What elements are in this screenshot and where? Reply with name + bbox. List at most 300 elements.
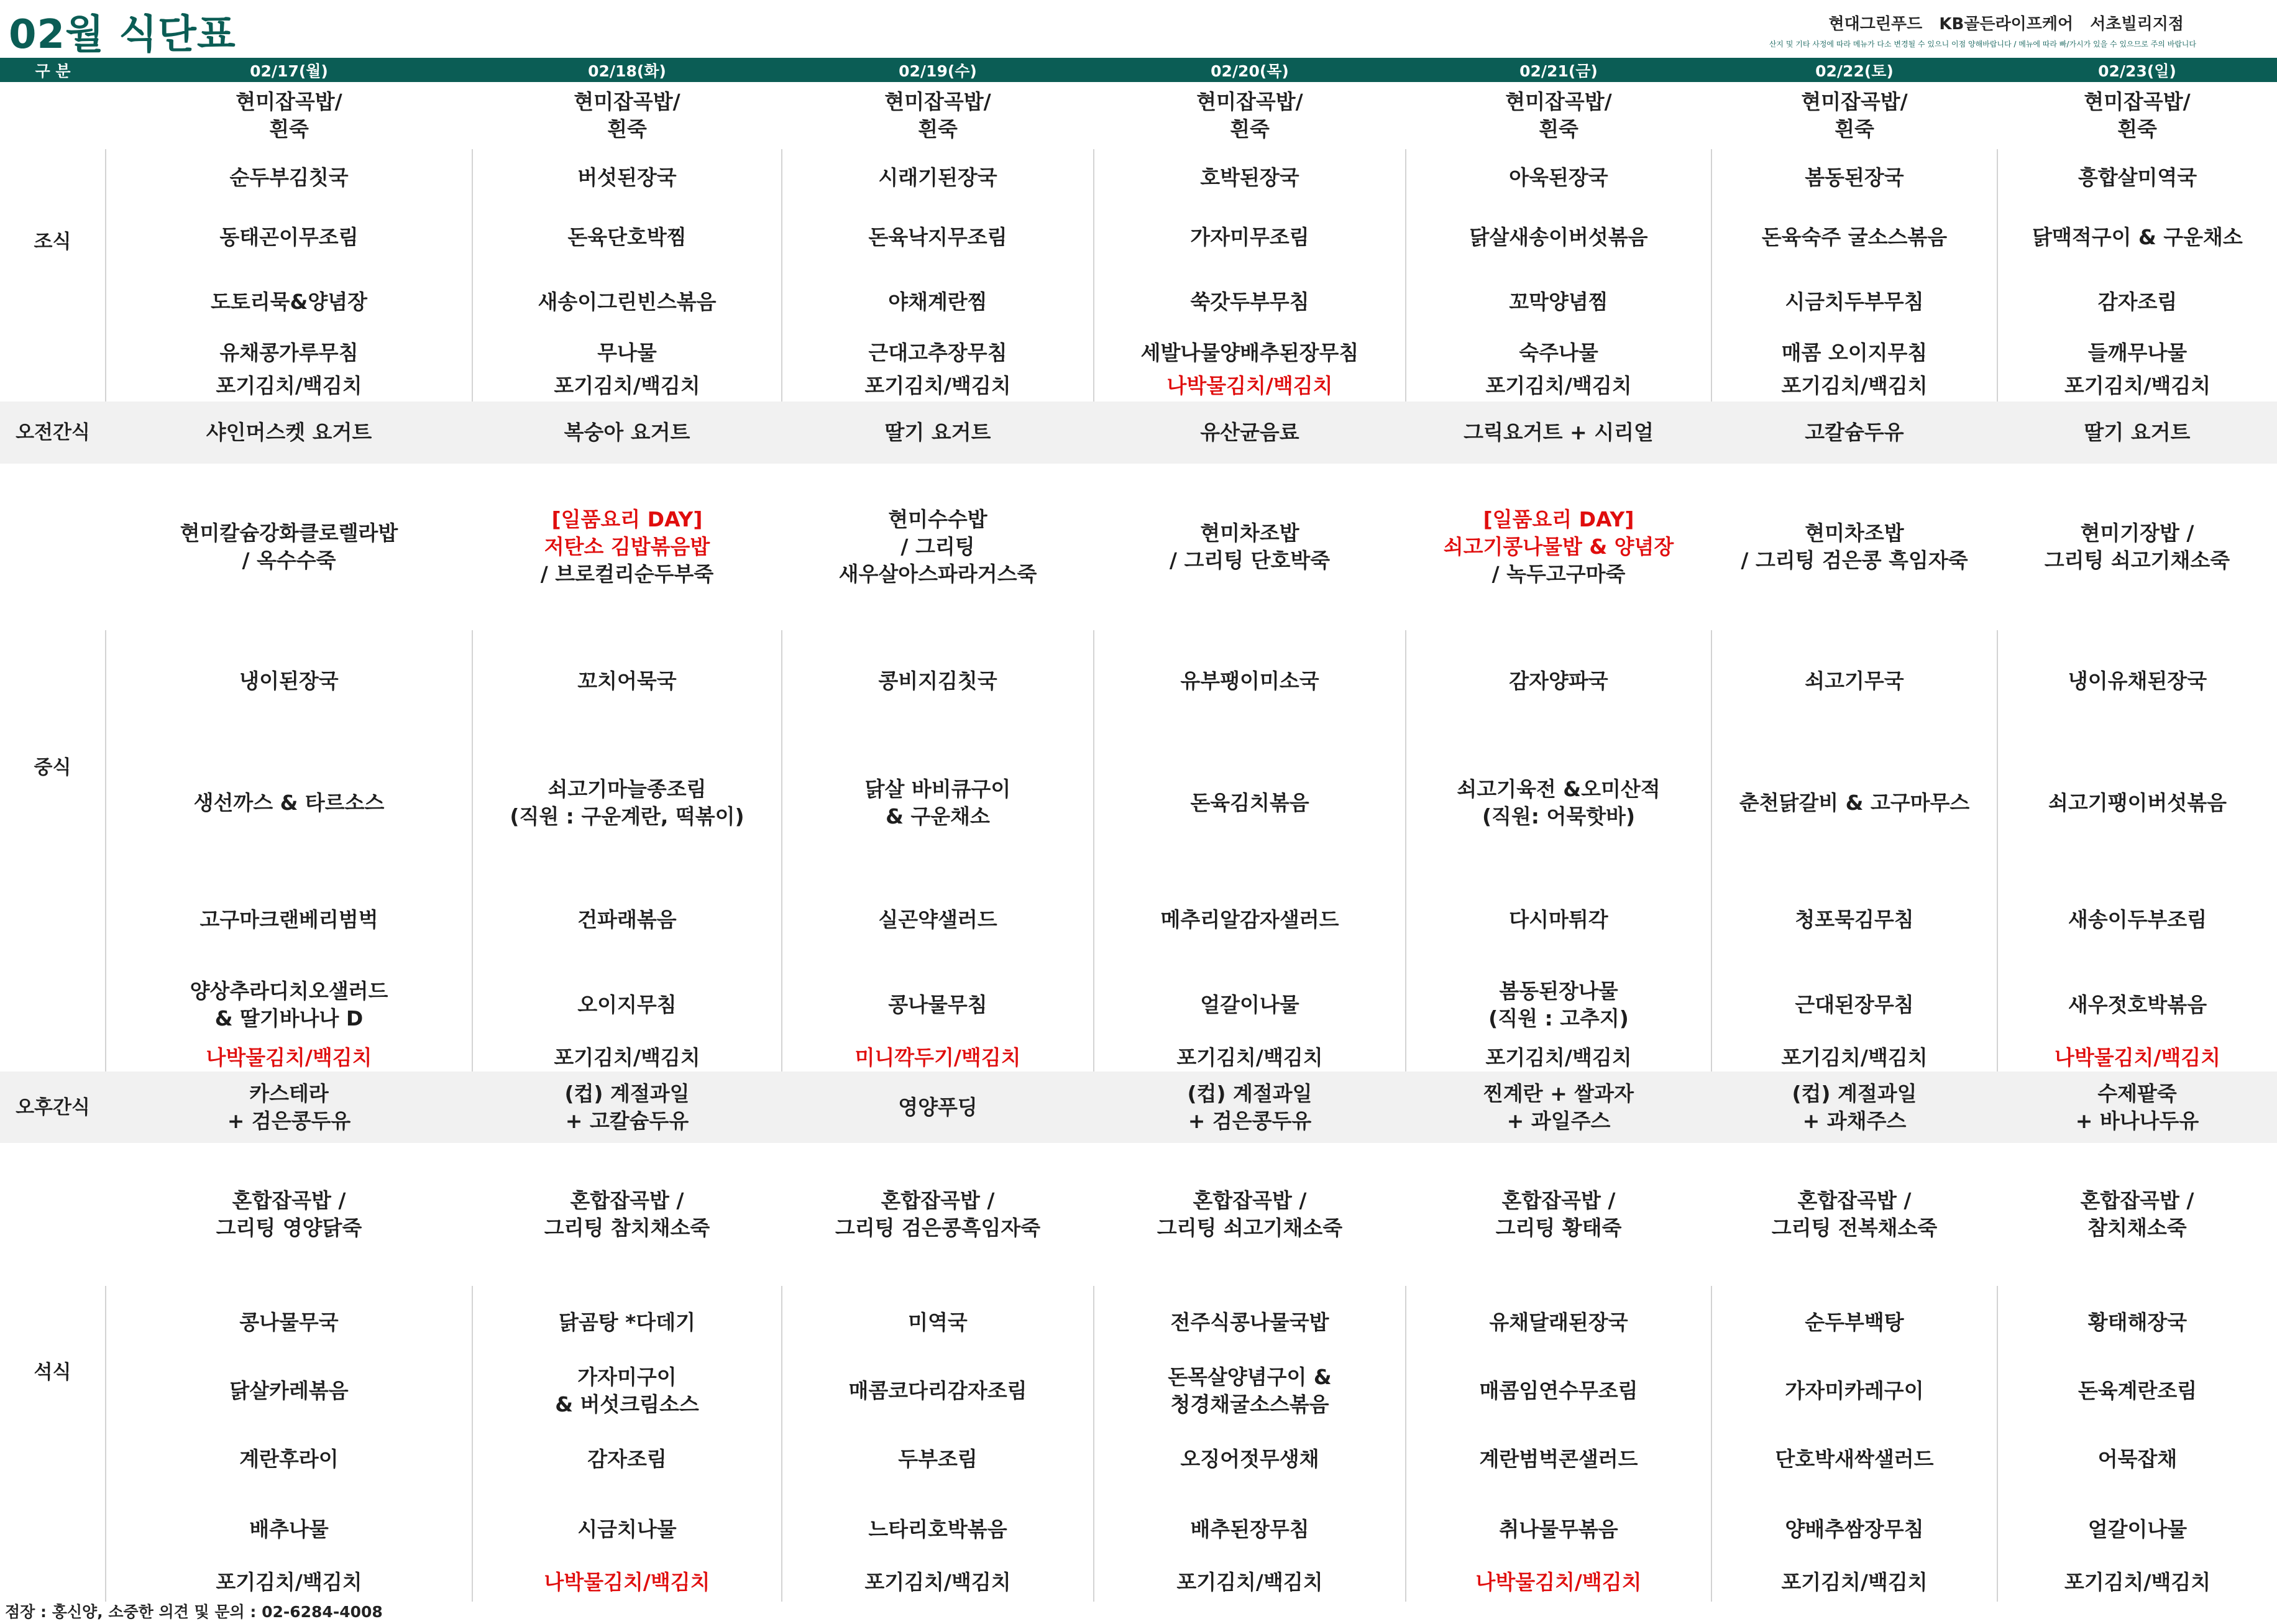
menu-item: 현미잡곡밥/	[236, 89, 342, 114]
dinner-row	[0, 1143, 2277, 1286]
menu-item: 쇠고기마늘종조림	[547, 777, 707, 801]
menu-cell	[1094, 1496, 1406, 1563]
menu-item: 쇠고기콩나물밥 & 양념장	[1443, 534, 1674, 559]
menu-item: 혼합잡곡밥 /	[1193, 1188, 1307, 1213]
meal-category-label: 중식	[34, 756, 71, 779]
menu-item: 돈육숙주 굴소스볶음	[1761, 225, 1948, 249]
day-header: 02/20(목)	[1094, 58, 1406, 82]
menu-item: 도토리묵&양념장	[211, 290, 367, 314]
menu-cell	[1406, 206, 1711, 268]
menu-cell	[1094, 149, 1406, 206]
menu-table	[0, 58, 2277, 1594]
menu-item: 무나물	[597, 341, 657, 365]
lunch-row	[0, 732, 2277, 874]
menu-cell	[1094, 1044, 1406, 1071]
menu-item: 감자조림	[587, 1447, 667, 1471]
menu-cell	[1997, 1143, 2277, 1286]
menu-cell	[472, 1071, 782, 1143]
menu-cell	[1997, 149, 2277, 206]
menu-cell	[106, 630, 472, 732]
menu-item: & 딸기바나나 D	[214, 1006, 364, 1030]
menu-cell	[1094, 1071, 1406, 1143]
contact-footer: 점장 : 홍신양, 소중한 의견 및 문의 : 02-6284-4008	[5, 1603, 383, 1621]
menu-cell	[782, 1071, 1094, 1143]
menu-item: 근대된장무침	[1795, 993, 1914, 1017]
menu-cell	[472, 874, 782, 966]
menu-cell	[1711, 1359, 1997, 1423]
menu-item: / 녹두고구마죽	[1491, 562, 1626, 586]
breakfast-row	[0, 82, 2277, 149]
menu-cell	[472, 1286, 782, 1359]
menu-cell	[782, 401, 1094, 464]
menu-item: 포기김치/백김치	[1485, 374, 1632, 398]
menu-cell	[1094, 1143, 1406, 1286]
menu-item: 호박된장국	[1200, 165, 1299, 190]
breakfast-row	[0, 268, 2277, 336]
menu-cell	[106, 1286, 472, 1359]
menu-cell	[782, 1563, 1094, 1602]
menu-body	[0, 82, 2277, 1602]
menu-cell	[106, 401, 472, 464]
menu-cell	[472, 149, 782, 206]
menu-item: 영양푸딩	[898, 1094, 978, 1119]
menu-cell	[782, 149, 1094, 206]
menu-item: 근대고추장무침	[868, 341, 1007, 365]
menu-item: 단호박새싹샐러드	[1775, 1447, 1934, 1471]
menu-item: 배추나물	[249, 1517, 329, 1541]
menu-item: 그리팅 전복채소죽	[1771, 1216, 1938, 1240]
menu-item: 가자미무조림	[1190, 225, 1309, 249]
menu-item: 복숭아 요거트	[564, 420, 690, 444]
menu-cell	[472, 630, 782, 732]
breakfast-row	[0, 370, 2277, 401]
menu-item: 시금치나물	[577, 1517, 677, 1541]
menu-item: 배추된장무침	[1190, 1517, 1309, 1541]
menu-item: 유산균음료	[1200, 420, 1299, 444]
menu-cell	[1406, 82, 1711, 149]
menu-cell	[782, 630, 1094, 732]
menu-item: 꼬치어묵국	[577, 669, 677, 693]
lunch-row	[0, 1044, 2277, 1071]
afternoon-snack-row	[0, 1071, 2277, 1143]
menu-cell	[106, 82, 472, 149]
menu-item: 돈목살양념구이 &	[1168, 1365, 1332, 1389]
menu-cell	[1406, 149, 1711, 206]
menu-item: / 옥수수죽	[242, 548, 336, 572]
dinner-row	[0, 1563, 2277, 1602]
menu-item: 고구마크랜베리범벅	[199, 907, 378, 932]
menu-item: 계란후라이	[239, 1447, 339, 1471]
menu-cell	[1997, 1496, 2277, 1563]
menu-cell	[1406, 336, 1711, 370]
menu-cell	[1711, 401, 1997, 464]
menu-item: 두부조림	[898, 1447, 978, 1471]
breakfast-row	[0, 206, 2277, 268]
menu-cell	[1711, 1496, 1997, 1563]
menu-item: (직원: 어묵핫바)	[1482, 804, 1636, 828]
menu-item: 콩나물무국	[239, 1310, 339, 1334]
menu-item: 황태해장국	[2087, 1310, 2188, 1334]
menu-item: 오징어젓무생채	[1180, 1447, 1319, 1471]
menu-item: 포기김치/백김치	[2064, 1570, 2211, 1594]
day-header: 02/18(화)	[472, 58, 782, 82]
menu-cell	[472, 1496, 782, 1563]
menu-item: 나박물김치/백김치	[2054, 1045, 2221, 1070]
menu-item: 쇠고기무국	[1805, 669, 1904, 693]
menu-item: 흰죽	[1835, 117, 1874, 141]
page-title: 02월 식단표	[9, 12, 236, 58]
menu-item: 혼합잡곡밥 /	[881, 1188, 995, 1213]
menu-item: 봄동된장나물	[1499, 979, 1618, 1003]
menu-item: 현미차조밥	[1805, 521, 1904, 545]
menu-cell	[1094, 966, 1406, 1044]
menu-cell	[1406, 874, 1711, 966]
menu-cell	[106, 268, 472, 336]
menu-item: 혼합잡곡밥 /	[1501, 1188, 1616, 1213]
menu-cell	[782, 874, 1094, 966]
menu-cell	[1997, 1286, 2277, 1359]
menu-cell	[1406, 401, 1711, 464]
menu-cell	[106, 732, 472, 874]
day-header: 02/17(월)	[106, 58, 472, 82]
dinner-row	[0, 1286, 2277, 1359]
menu-cell	[1997, 630, 2277, 732]
menu-cell	[782, 206, 1094, 268]
menu-cell	[1094, 732, 1406, 874]
menu-item: 흰죽	[269, 117, 309, 141]
menu-item: 건파래볶음	[577, 907, 677, 932]
menu-cell	[1094, 206, 1406, 268]
menu-item: 새송이그린빈스볶음	[538, 290, 717, 314]
menu-item: (컵) 계절과일	[564, 1081, 690, 1106]
menu-cell	[782, 1423, 1094, 1496]
menu-cell	[782, 336, 1094, 370]
menu-item: / 그리팅 단호박죽	[1169, 548, 1331, 572]
menu-cell	[782, 370, 1094, 401]
menu-item: 유부팽이미소국	[1180, 669, 1319, 693]
menu-cell	[106, 336, 472, 370]
menu-cell	[1997, 82, 2277, 149]
menu-cell	[472, 336, 782, 370]
menu-cell	[1406, 732, 1711, 874]
menu-item: 쇠고기팽이버섯볶음	[2048, 791, 2227, 815]
menu-item: & 버섯크림소스	[555, 1392, 699, 1416]
menu-item: 청포묵김무침	[1795, 907, 1914, 932]
menu-item: 현미차조밥	[1200, 521, 1299, 545]
menu-item: 생선까스 & 타르소스	[193, 791, 385, 815]
menu-item: (컵) 계절과일	[1187, 1081, 1313, 1106]
menu-cell	[106, 1423, 472, 1496]
menu-cell	[1997, 1071, 2277, 1143]
menu-item: 꼬막양념찜	[1509, 290, 1608, 314]
menu-cell	[472, 82, 782, 149]
menu-item: 숙주나물	[1519, 341, 1598, 365]
menu-cell	[1094, 82, 1406, 149]
menu-cell	[1711, 1044, 1997, 1071]
menu-cell	[1711, 966, 1997, 1044]
menu-cell	[472, 206, 782, 268]
lunch-row	[0, 966, 2277, 1044]
menu-item: 포기김치/백김치	[554, 374, 700, 398]
menu-cell	[1711, 1563, 1997, 1602]
menu-item: 포기김치/백김치	[1176, 1045, 1323, 1070]
menu-item: 그리팅 쇠고기채소죽	[2044, 548, 2230, 572]
day-header: 02/19(수)	[782, 58, 1094, 82]
menu-item: 포기김치/백김치	[1781, 1045, 1928, 1070]
notice-text: 산지 및 기타 사정에 따라 메뉴가 다소 변경될 수 있으니 이점 양해바랍니다 / 메뉴에 따라 빠/가시가 있을 수 있으므로 주의 바랍니다	[1769, 40, 2196, 48]
menu-item: 그리팅 쇠고기채소죽	[1157, 1216, 1343, 1240]
menu-cell	[106, 464, 472, 630]
menu-item: 새우살아스파라거스죽	[838, 562, 1037, 586]
menu-item: 매콤임연수무조림	[1479, 1379, 1638, 1403]
menu-cell	[1406, 1496, 1711, 1563]
menu-cell	[1997, 1044, 2277, 1071]
menu-item: + 과일주스	[1506, 1108, 1611, 1133]
menu-item: 콩나물무침	[888, 993, 987, 1017]
menu-item: 그릭요거트 + 시리얼	[1464, 420, 1654, 444]
menu-item: 세발나물양배추된장무침	[1140, 341, 1359, 365]
menu-item: 새우젓호박볶음	[2068, 993, 2207, 1017]
menu-cell	[782, 268, 1094, 336]
menu-cell	[106, 1563, 472, 1602]
menu-item: 순두부백탕	[1805, 1310, 1904, 1334]
menu-cell	[782, 966, 1094, 1044]
menu-item: 실곤약샐러드	[878, 907, 997, 932]
menu-item: 현미칼슘강화클로렐라밥	[180, 521, 398, 545]
menu-cell	[1094, 1286, 1406, 1359]
menu-item: 돈육김치볶음	[1190, 791, 1309, 815]
menu-cell	[106, 966, 472, 1044]
menu-item: 닭살카레볶음	[229, 1379, 349, 1403]
menu-item: 춘천닭갈비 & 고구마무스	[1739, 791, 1970, 815]
menu-cell	[472, 966, 782, 1044]
menu-item: 느타리호박볶음	[868, 1517, 1007, 1541]
menu-item: 시래기된장국	[878, 165, 997, 190]
menu-item: 현미잡곡밥/	[1505, 89, 1612, 114]
dinner-row	[0, 1359, 2277, 1423]
menu-cell	[1406, 1071, 1711, 1143]
menu-item: 흰죽	[918, 117, 958, 141]
day-header: 02/22(토)	[1711, 58, 1997, 82]
menu-cell	[1997, 401, 2277, 464]
menu-item: 나박물김치/백김치	[544, 1570, 710, 1594]
menu-item: 포기김치/백김치	[864, 374, 1011, 398]
menu-cell	[106, 1496, 472, 1563]
breakfast-row	[0, 336, 2277, 370]
menu-item: 오이지무침	[577, 993, 677, 1017]
menu-item: 미니깍두기/백김치	[854, 1045, 1021, 1070]
menu-item: [일품요리 DAY]	[1483, 507, 1634, 531]
menu-cell	[1406, 630, 1711, 732]
menu-cell	[782, 82, 1094, 149]
menu-item: 나박물김치/백김치	[1166, 374, 1333, 398]
menu-cell	[1711, 464, 1997, 630]
menu-item: 닭살새송이버섯볶음	[1469, 225, 1648, 249]
menu-cell	[1711, 1071, 1997, 1143]
menu-cell	[1406, 1044, 1711, 1071]
menu-item: 돈육계란조림	[2078, 1379, 2197, 1403]
menu-item: 고칼슘두유	[1805, 420, 1904, 444]
menu-item: 취나물무볶음	[1499, 1517, 1618, 1541]
menu-cell	[472, 1143, 782, 1286]
menu-cell	[1406, 1563, 1711, 1602]
menu-item: 닭곰탕 *다데기	[558, 1310, 695, 1334]
meal-category-label: 오후간식	[0, 1071, 106, 1143]
menu-cell	[1997, 1563, 2277, 1602]
menu-item: 유채달래된장국	[1489, 1310, 1628, 1334]
menu-cell	[106, 149, 472, 206]
menu-cell	[1711, 336, 1997, 370]
menu-cell	[472, 1563, 782, 1602]
menu-cell	[1997, 966, 2277, 1044]
menu-cell	[1406, 464, 1711, 630]
menu-item: 카스테라	[249, 1081, 329, 1106]
menu-cell	[106, 1143, 472, 1286]
menu-item: 유채콩가루무침	[219, 341, 359, 365]
menu-item: 쑥갓두부무침	[1190, 290, 1309, 314]
vendor-info: 현대그린푸드 KB골든라이프케어 서초빌리지점	[1828, 15, 2184, 34]
menu-item: 딸기 요거트	[2084, 420, 2191, 444]
menu-item: 새송이두부조림	[2068, 907, 2207, 932]
menu-cell	[1711, 206, 1997, 268]
menu-item: 현미잡곡밥/	[1196, 89, 1303, 114]
menu-cell	[1094, 630, 1406, 732]
menu-item: [일품요리 DAY]	[551, 507, 703, 531]
menu-cell	[1997, 268, 2277, 336]
menu-cell	[782, 1286, 1094, 1359]
menu-cell	[782, 732, 1094, 874]
menu-cell	[1094, 874, 1406, 966]
menu-item: 포기김치/백김치	[216, 1570, 362, 1594]
menu-cell	[1711, 1143, 1997, 1286]
menu-cell	[1997, 874, 2277, 966]
menu-item: 메추리알감자샐러드	[1160, 907, 1339, 932]
menu-cell	[1711, 874, 1997, 966]
menu-item: 혼합잡곡밥 /	[2080, 1188, 2194, 1213]
menu-item: 딸기 요거트	[884, 420, 991, 444]
menu-item: 참치채소죽	[2087, 1216, 2187, 1240]
menu-item: 찐계란 + 쌀과자	[1483, 1081, 1634, 1106]
menu-cell	[1997, 206, 2277, 268]
lunch-row	[0, 630, 2277, 732]
menu-item: 동태곤이무조림	[219, 225, 359, 249]
menu-item: 나박물김치/백김치	[206, 1045, 372, 1070]
day-header: 02/21(금)	[1406, 58, 1711, 82]
menu-cell	[472, 370, 782, 401]
menu-cell	[472, 268, 782, 336]
menu-item: (컵) 계절과일	[1792, 1081, 1917, 1106]
menu-cell	[1094, 464, 1406, 630]
meal-category-label: 석식	[34, 1361, 71, 1383]
lunch-row	[0, 464, 2277, 630]
menu-item: 흰죽	[2117, 117, 2157, 141]
menu-cell	[1997, 370, 2277, 401]
meal-category-label: 오전간식	[0, 401, 106, 464]
menu-cell	[472, 1044, 782, 1071]
menu-item: / 그리팅	[900, 534, 975, 559]
menu-item: 감자조림	[2097, 290, 2178, 314]
menu-cell	[1094, 1423, 1406, 1496]
category-header: 구 분	[0, 58, 106, 82]
menu-item: + 검은콩두유	[227, 1108, 351, 1133]
menu-cell	[1711, 732, 1997, 874]
menu-cell	[1406, 1359, 1711, 1423]
menu-cell	[472, 1359, 782, 1423]
menu-cell	[1711, 149, 1997, 206]
dinner-row	[0, 1496, 2277, 1563]
menu-item: 포기김치/백김치	[1485, 1045, 1632, 1070]
menu-item: 냉이된장국	[239, 669, 339, 693]
menu-item: 현미수수밥	[888, 507, 987, 531]
menu-item: / 그리팅 검은콩 흑임자죽	[1741, 548, 1968, 572]
menu-cell	[106, 206, 472, 268]
menu-item: 흰죽	[1539, 117, 1578, 141]
menu-item: 혼합잡곡밥 /	[570, 1188, 684, 1213]
menu-cell	[472, 1423, 782, 1496]
menu-cell	[1406, 370, 1711, 401]
menu-cell	[1094, 1359, 1406, 1423]
menu-item: 콩비지김칫국	[878, 669, 997, 693]
menu-item: 혼합잡곡밥 /	[1797, 1188, 1912, 1213]
menu-item: 돈육낙지무조림	[868, 225, 1007, 249]
menu-cell	[782, 1044, 1094, 1071]
menu-cell	[472, 732, 782, 874]
menu-cell	[1997, 732, 2277, 874]
menu-item: 흰죽	[1230, 117, 1270, 141]
menu-item: 포기김치/백김치	[554, 1045, 700, 1070]
menu-item: 매콤 오이지무침	[1781, 341, 1928, 365]
menu-item: (직원 : 구운계란, 떡볶이)	[510, 804, 744, 828]
menu-cell	[1997, 464, 2277, 630]
menu-cell	[106, 1044, 472, 1071]
menu-item: 순두부김칫국	[229, 165, 349, 190]
menu-item: 가자미구이	[577, 1365, 677, 1389]
day-header: 02/23(일)	[1997, 58, 2277, 82]
menu-item: 돈육단호박찜	[567, 225, 687, 249]
menu-cell	[106, 1071, 472, 1143]
menu-item: 그리팅 검은콩흑임자죽	[835, 1216, 1041, 1240]
header-row	[0, 58, 2277, 82]
menu-cell	[1406, 1423, 1711, 1496]
menu-item: 감자양파국	[1509, 669, 1608, 693]
menu-item: + 과채주스	[1802, 1108, 1907, 1133]
menu-item: 혼합잡곡밥 /	[232, 1188, 346, 1213]
menu-cell	[1406, 268, 1711, 336]
menu-item: 얼갈이나물	[1200, 993, 1299, 1017]
menu-cell	[1094, 401, 1406, 464]
menu-item: 저탄소 김밥볶음밥	[544, 534, 710, 559]
dinner-row	[0, 1423, 2277, 1496]
menu-item: 얼갈이나물	[2087, 1517, 2188, 1541]
menu-item: 그리팅 황태죽	[1495, 1216, 1622, 1240]
menu-item: 그리팅 참치채소죽	[544, 1216, 710, 1240]
menu-cell	[1406, 1143, 1711, 1286]
menu-cell	[1094, 1563, 1406, 1602]
menu-item: 버섯된장국	[577, 165, 677, 190]
menu-cell	[472, 401, 782, 464]
menu-cell	[1711, 268, 1997, 336]
menu-item: 양배추쌈장무침	[1785, 1517, 1924, 1541]
menu-item: 계란범벅콘샐러드	[1479, 1447, 1638, 1471]
menu-item: 어묵잡채	[2097, 1447, 2178, 1471]
menu-item: 시금치두부무침	[1785, 290, 1924, 314]
menu-item: & 구운채소	[886, 804, 990, 828]
menu-item: 흥합살미역국	[2078, 165, 2197, 190]
menu-cell	[1094, 370, 1406, 401]
menu-item: 닭맥적구이 & 구운채소	[2032, 225, 2243, 249]
menu-item: 쇠고기육전 &오미산적	[1457, 777, 1661, 801]
menu-item: 봄동된장국	[1805, 165, 1904, 190]
